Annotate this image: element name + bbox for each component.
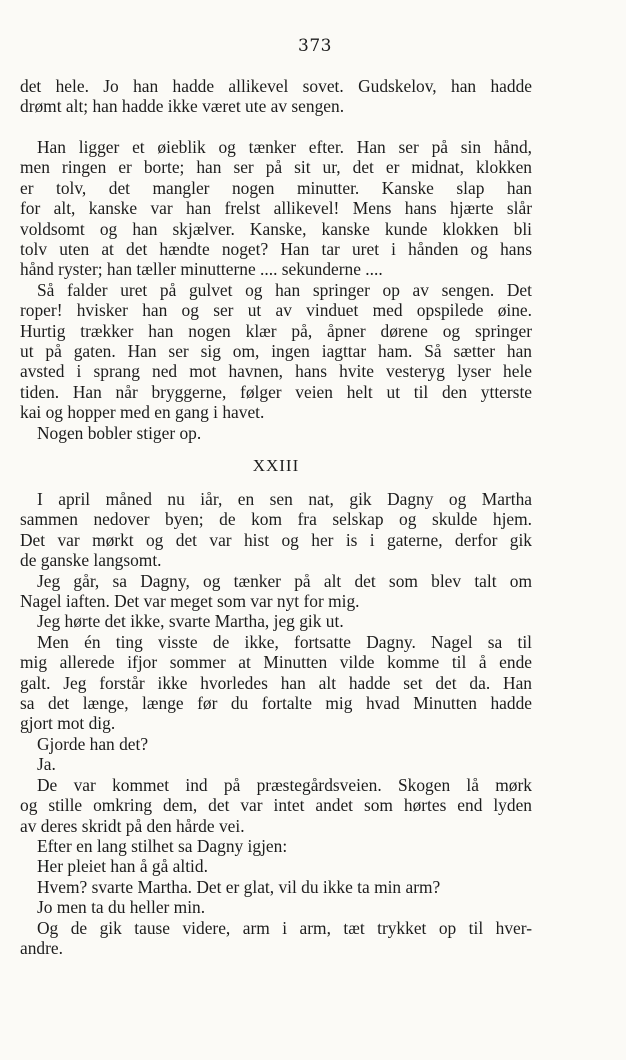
text-line: de ganske langsomt.	[20, 550, 162, 571]
text-line: det hele. Jo han hadde allikevel sovet. Gudskelov, han hadde	[20, 76, 532, 96]
text-line: Nagel iaften. Det var meget som var nyt for mig.	[20, 591, 360, 612]
text-line: Og de gik tause videre, arm i arm, tæt trykket op til hver-	[37, 917, 532, 938]
text-line: Hurtig trækker han nogen klær på, åpner dørene og springer	[20, 320, 532, 341]
text-line: Jo men ta du heller min.	[37, 897, 206, 918]
text-line: gjort mot dig.	[20, 713, 116, 734]
text-line: mig allerede ifjor sommer at Minutten vilde komme til å ende	[20, 652, 532, 673]
text-line: Efter en lang stilhet sa Dagny igjen:	[37, 835, 288, 856]
text-line: Han ligger et øieblik og tænker efter. Han ser på sin hånd,	[37, 137, 532, 157]
chapter-heading: XXIII	[252, 456, 300, 475]
text-line: ut på gaten. Han ser sig om, ingen iagttar ham. Så sætter han	[20, 341, 532, 362]
text-line: voldsomt og han skjælver. Kanske, kanske kunde klokken bli	[20, 218, 532, 239]
text-line: Nogen bobler stiger op.	[37, 422, 202, 443]
text-line: kai og hopper med en gang i havet.	[20, 402, 265, 423]
text-line: Det var mørkt og det var hist og her is i gaterne, derfor gik	[20, 529, 532, 550]
text-line: avsted i sprang ned mot havnen, hans hvite vesteryg lyser hele	[20, 361, 532, 382]
text-line: er tolv, det mangler nogen minutter. Kanske slap han	[20, 177, 532, 198]
text-line: hånd ryster; han tæller minutterne .... sekunderne ....	[20, 259, 383, 280]
text-line: Så falder uret på gulvet og han springer op av sengen. Det	[37, 279, 532, 300]
text-line: Hvem? svarte Martha. Det er glat, vil du ikke ta min arm?	[37, 876, 441, 897]
text-line: Jeg hørte det ikke, svarte Martha, jeg gik ut.	[37, 611, 344, 632]
text-line: sa det længe, længe før du fortalte mig hvad Minutten hadde	[20, 693, 532, 714]
text-line: drømt alt; han hadde ikke været ute av sengen.	[20, 96, 345, 117]
text-line: Jeg går, sa Dagny, og tænker på alt det som blev talt om	[37, 570, 532, 591]
text-line: I april måned nu iår, en sen nat, gik Dagny og Martha	[37, 489, 532, 509]
text-block-dream	[20, 137, 532, 443]
text-line: men ringen er borte; han ser på sit ur, det er midnat, klokken	[20, 157, 532, 178]
text-line: for alt, kanske var han frelst allikevel! Mens hans hjærte slår	[20, 198, 532, 219]
page-number: 373	[298, 36, 332, 56]
text-line: Her pleiet han å gå altid.	[37, 856, 208, 877]
text-line: tiden. Han når bryggerne, følger veien helt ut til den ytterste	[20, 381, 532, 402]
text-line: av deres skridt på den hårde vei.	[20, 815, 245, 836]
text-block-chapter-xxiii	[20, 489, 532, 958]
text-block-opening	[20, 76, 532, 117]
text-line: Men én ting visste de ikke, fortsatte Dagny. Nagel sa til	[37, 631, 532, 652]
text-line: De var kommet ind på præstegårdsveien. Skogen lå mørk	[37, 774, 532, 795]
text-line: sammen nedover byen; de kom fra selskap og skulde hjem.	[20, 509, 532, 530]
text-line: Ja.	[37, 754, 56, 775]
text-line: roper! hvisker han og ser ut av vinduet med opspilede øine.	[20, 300, 532, 321]
text-line: andre.	[20, 937, 63, 958]
text-line: galt. Jeg forstår ikke hvorledes han alt hadde set det da. Han	[20, 672, 532, 693]
text-line: Gjorde han det?	[37, 733, 149, 754]
text-line: tolv uten at det hændte noget? Han tar uret i hånden og hans	[20, 239, 532, 260]
text-line: og stille omkring dem, det var intet andet som hørtes end lyden	[20, 795, 532, 816]
